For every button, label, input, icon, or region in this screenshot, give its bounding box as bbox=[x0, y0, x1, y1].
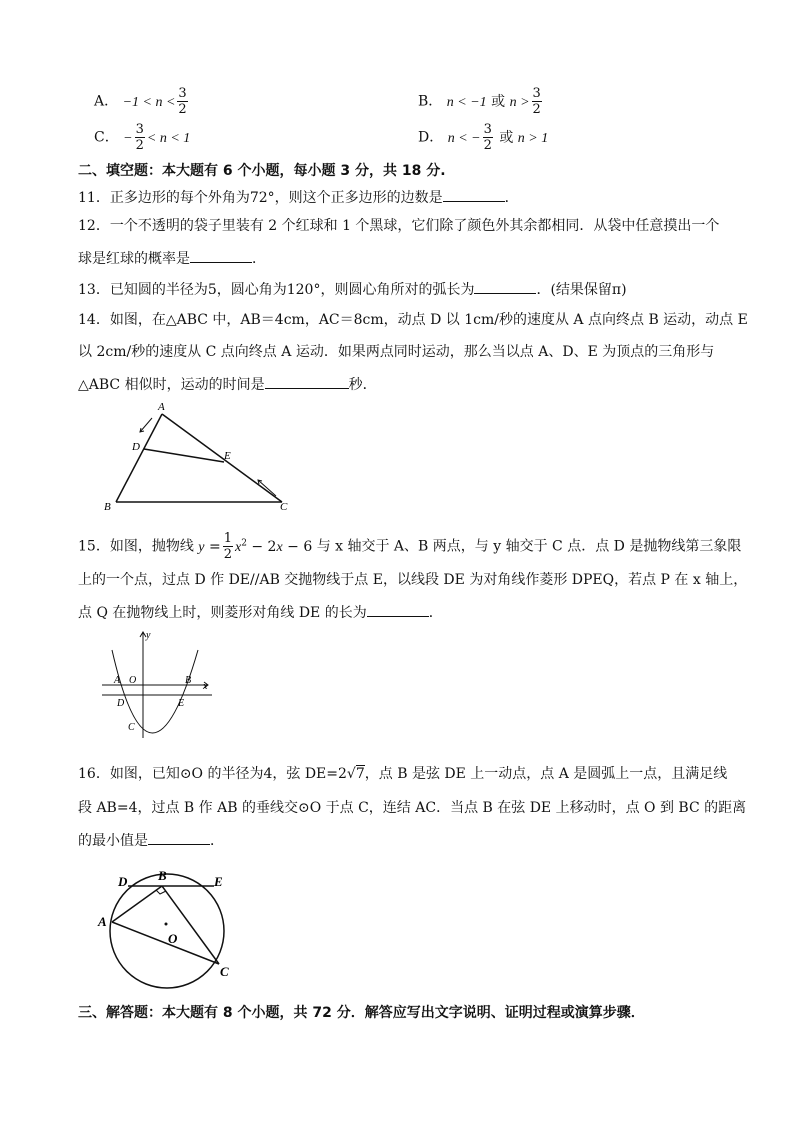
question-12-line2 bbox=[78, 248, 266, 269]
label-a: A bbox=[98, 914, 107, 929]
parabola-figure bbox=[100, 628, 220, 740]
option-c bbox=[94, 122, 190, 153]
q11-text: 11．正多边形的每个外角为72°，则这个正多边形的边数是 bbox=[78, 190, 443, 206]
option-d-label: D． bbox=[418, 129, 444, 146]
answer-blank bbox=[367, 602, 429, 617]
q12-text: 球是红球的概率是 bbox=[78, 251, 190, 267]
circle-figure bbox=[94, 864, 244, 992]
question-14-line3 bbox=[78, 374, 377, 395]
question-11 bbox=[78, 187, 519, 208]
label-e: E bbox=[214, 874, 223, 889]
parabola-equation: y = $\frac{1}{2}$ $x^2 - 2x - 6$ bbox=[198, 531, 313, 562]
option-b-expr: n < −1 或 n > $\frac{3}{2}$ bbox=[446, 86, 541, 117]
q16-text: 的最小值是 bbox=[78, 833, 148, 849]
label-d: D bbox=[132, 441, 140, 453]
option-b-label: B． bbox=[418, 93, 443, 110]
option-c-label: C． bbox=[94, 129, 119, 146]
sqrt-symbol: √ bbox=[346, 766, 356, 782]
answer-blank bbox=[443, 187, 505, 202]
label-o: O bbox=[129, 675, 137, 686]
q11-end: ． bbox=[504, 190, 519, 206]
option-a bbox=[94, 86, 190, 117]
label-x: x bbox=[203, 681, 208, 692]
label-c: C bbox=[128, 722, 135, 733]
answer-blank bbox=[474, 279, 536, 294]
answer-blank bbox=[148, 830, 210, 845]
center-point bbox=[165, 923, 168, 926]
q13-end: ．(结果保留π) bbox=[536, 282, 627, 298]
option-c-expr: − $\frac{3}{2}$ < n < 1 bbox=[123, 122, 191, 153]
q16-text-pre: 16．如图，已知⊙O 的半径为4，弦 DE=2 bbox=[78, 766, 347, 782]
answer-blank bbox=[190, 248, 252, 263]
question-16-line3 bbox=[78, 830, 224, 851]
option-b bbox=[418, 86, 544, 117]
q16-text-post: ，点 B 是弦 DE 上一动点，点 A 是圆弧上一点，且满足线 bbox=[364, 766, 728, 782]
question-15-line3 bbox=[78, 602, 443, 623]
option-d-expr: n < − $\frac{3}{2}$ 或 n > 1 bbox=[447, 122, 549, 153]
question-15-line2: 上的一个点，过点 D 作 DE//AB 交抛物线于点 E，以线段 DE 为对角线作菱形 DPEQ，若点 P 在 x 轴上， bbox=[78, 572, 748, 588]
label-d: D bbox=[117, 698, 125, 709]
q14-end: 秒． bbox=[348, 377, 377, 393]
question-12-line1: 12．一个不透明的袋子里装有 2 个红球和 1 个黑球，它们除了颜色外其余都相同．从袋中任意摸出一个 bbox=[78, 218, 720, 234]
answer-blank bbox=[265, 374, 349, 389]
question-16-line1 bbox=[78, 764, 727, 784]
question-15-line1 bbox=[78, 531, 741, 562]
option-a-label: A． bbox=[94, 93, 119, 110]
label-b: B bbox=[104, 501, 111, 513]
label-a: A bbox=[158, 401, 165, 413]
q15-text: 点 Q 在抛物线上时，则菱形对角线 DE 的长为 bbox=[78, 605, 367, 621]
label-b: B bbox=[185, 675, 192, 686]
option-d bbox=[418, 122, 548, 153]
q15-text-post: 与 x 轴交于 A、B 两点，与 y 轴交于 C 点．点 D 是抛物线第三象限 bbox=[316, 538, 742, 555]
q14-text: △ABC 相似时，运动的时间是 bbox=[78, 377, 265, 393]
sqrt-radicand: 7 bbox=[355, 766, 365, 782]
question-14-line2: 以 2cm/秒的速度从 C 点向终点 A 运动．如果两点同时运动，那么当以点 A、D、E 为顶点的三角形与 bbox=[78, 344, 715, 360]
q15-end: ． bbox=[428, 605, 443, 621]
question-14-line1: 14．如图，在△ABC 中，AB＝4cm，AC＝8cm，动点 D 以 1cm/秒的速度从 A 点向终点 B 运动，动点 E bbox=[78, 312, 748, 328]
label-c: C bbox=[220, 964, 229, 979]
option-a-expr: −1 < n < $\frac{3}{2}$ bbox=[122, 86, 187, 117]
label-c: C bbox=[280, 501, 288, 513]
q13-text: 13．已知圆的半径为5，圆心角为120°，则圆心角所对的弧长为 bbox=[78, 282, 475, 298]
q16-end: ． bbox=[210, 833, 224, 849]
triangle-figure bbox=[100, 398, 300, 516]
label-y: y bbox=[146, 630, 151, 641]
q15-text-pre: 15．如图，抛物线 bbox=[78, 538, 194, 555]
section-2-heading: 二、填空题：本大题有 6 个小题，每小题 3 分，共 18 分. bbox=[78, 163, 446, 179]
label-b: B bbox=[158, 868, 167, 883]
question-13 bbox=[78, 279, 627, 300]
label-e: E bbox=[224, 450, 231, 462]
section-3-heading: 三、解答题：本大题有 8 个小题，共 72 分．解答应写出文字说明、证明过程或演算步骤． bbox=[78, 1005, 645, 1021]
label-o: O bbox=[168, 931, 178, 946]
q12-end: ． bbox=[252, 251, 266, 267]
question-16-line2: 段 AB=4，过点 B 作 AB 的垂线交⊙O 于点 C，连结 AC．当点 B 在弦 DE 上移动时，点 O 到 BC 的距离 bbox=[78, 800, 747, 816]
label-a: A bbox=[114, 675, 121, 686]
label-d: D bbox=[118, 874, 128, 889]
label-e: E bbox=[178, 698, 185, 709]
